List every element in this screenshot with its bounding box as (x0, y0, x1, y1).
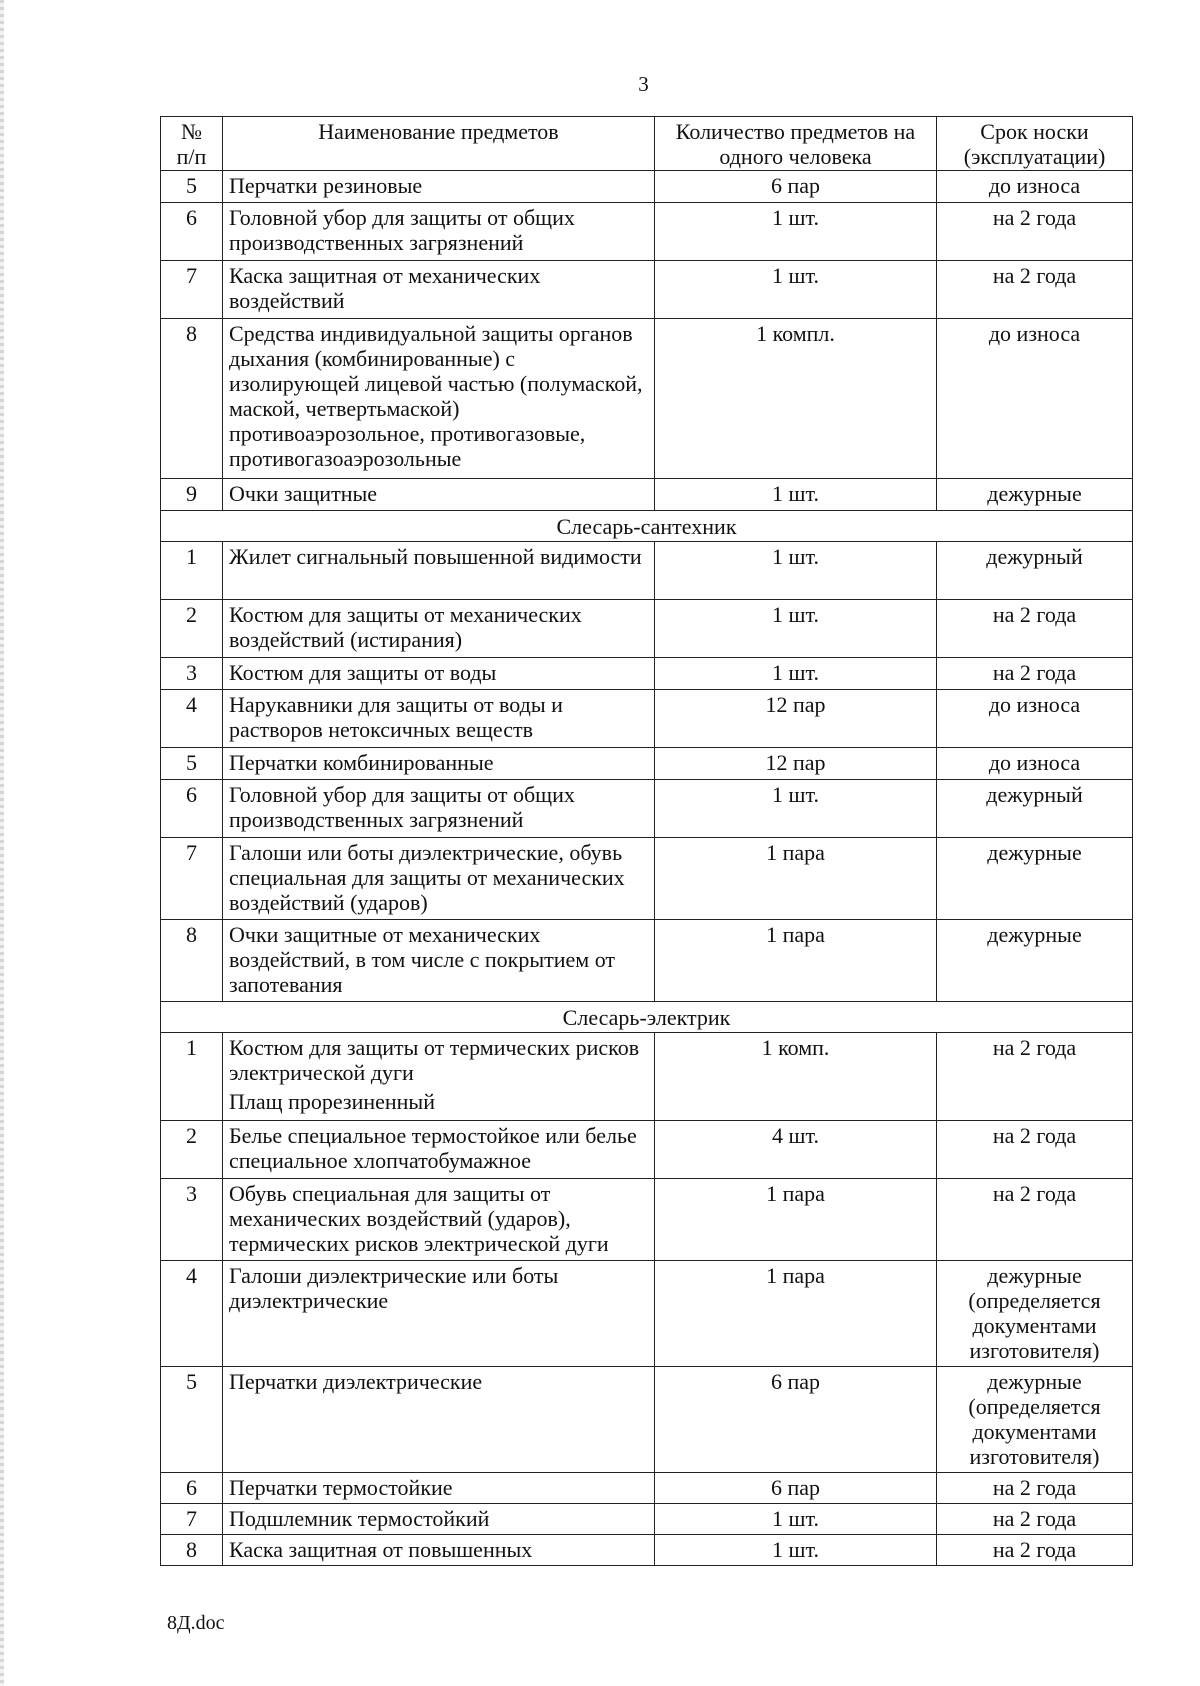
row-qty: 1 пара (655, 920, 937, 1002)
row-name: Перчатки диэлектрические (223, 1367, 655, 1473)
table-row (161, 542, 1133, 600)
row-term: до износа (937, 748, 1133, 780)
page-number: 3 (638, 72, 649, 96)
row-qty: 1 шт. (655, 1535, 937, 1566)
row-qty: 1 шт. (655, 542, 937, 600)
table-row (161, 171, 1133, 203)
table-row (161, 319, 1133, 479)
row-term: на 2 года (937, 203, 1133, 261)
row-name-extra: Плащ прорезиненный (229, 1089, 435, 1114)
row-num: 9 (161, 479, 223, 511)
row-term: дежурные (определяется документами изготовителя) (937, 1367, 1133, 1473)
row-num: 8 (161, 1535, 223, 1566)
table-row (161, 780, 1133, 838)
row-term: на 2 года (937, 1535, 1133, 1566)
row-qty: 1 пара (655, 1261, 937, 1367)
table-row (161, 1535, 1133, 1566)
row-qty: 1 пара (655, 838, 937, 920)
row-name: Каска защитная от механических воздействий (223, 261, 655, 319)
row-qty: 1 шт. (655, 1504, 937, 1535)
row-name: Костюм для защиты от механических воздействий (истирания) (223, 600, 655, 658)
section-title: Слесарь-сантехник (161, 511, 1133, 542)
row-name: Перчатки комбинированные (223, 748, 655, 780)
row-num: 4 (161, 690, 223, 748)
row-term: до износа (937, 171, 1133, 203)
row-qty: 1 комп. (655, 1033, 937, 1121)
row-name: Очки защитные (223, 479, 655, 511)
row-qty: 4 шт. (655, 1121, 937, 1179)
row-qty: 1 шт. (655, 600, 937, 658)
row-qty: 1 шт. (655, 261, 937, 319)
table-row (161, 1261, 1133, 1367)
row-term: до износа (937, 690, 1133, 748)
table-row (161, 658, 1133, 690)
row-num: 1 (161, 542, 223, 600)
row-qty: 1 шт. (655, 479, 937, 511)
row-name: Головной убор для защиты от общих производственных загрязнений (223, 780, 655, 838)
row-qty: 12 пар (655, 748, 937, 780)
row-name: Галоши диэлектрические или боты диэлектрические (223, 1261, 655, 1367)
row-name: Галоши или боты диэлектрические, обувь специальная для защиты от механических воздействий (ударов) (223, 838, 655, 920)
header-num: № п/п (161, 117, 223, 171)
row-name: Костюм для защиты от термических рисков электрической дуги (229, 1035, 640, 1085)
row-qty: 1 компл. (655, 319, 937, 479)
row-qty: 12 пар (655, 690, 937, 748)
row-num: 2 (161, 1121, 223, 1179)
section-title: Слесарь-электрик (161, 1002, 1133, 1033)
row-num: 8 (161, 319, 223, 479)
table-row (161, 690, 1133, 748)
row-num: 1 (161, 1033, 223, 1121)
row-term: на 2 года (937, 1033, 1133, 1121)
row-term: на 2 года (937, 1179, 1133, 1261)
table-row (161, 748, 1133, 780)
row-name: Подшлемник термостойкий (223, 1504, 655, 1535)
row-num: 5 (161, 748, 223, 780)
row-num: 7 (161, 838, 223, 920)
row-num: 3 (161, 658, 223, 690)
table-row (161, 600, 1133, 658)
row-name: Очки защитные от механических воздействий, в том числе с покрытием от запотевания (223, 920, 655, 1002)
table-row (161, 203, 1133, 261)
row-term: до износа (937, 319, 1133, 479)
row-num: 6 (161, 1473, 223, 1504)
table-row (161, 261, 1133, 319)
table-row (161, 838, 1133, 920)
row-term: дежурный (937, 542, 1133, 600)
header-term: Срок носки (эксплуатации) (937, 117, 1133, 171)
table-row (161, 1504, 1133, 1535)
scan-edge (0, 0, 4, 1686)
row-term: на 2 года (937, 1473, 1133, 1504)
row-term: на 2 года (937, 658, 1133, 690)
row-qty: 1 шт. (655, 780, 937, 838)
row-term: на 2 года (937, 600, 1133, 658)
row-num: 7 (161, 1504, 223, 1535)
row-qty: 1 шт. (655, 658, 937, 690)
row-name: Нарукавники для защиты от воды и растворов нетоксичных веществ (223, 690, 655, 748)
row-num: 6 (161, 780, 223, 838)
table-row (161, 1473, 1133, 1504)
row-term: дежурный (937, 780, 1133, 838)
ppe-table (160, 116, 1133, 1566)
row-term: на 2 года (937, 1121, 1133, 1179)
row-qty: 6 пар (655, 1473, 937, 1504)
row-num: 2 (161, 600, 223, 658)
section-row (161, 1002, 1133, 1033)
header-name: Наименование предметов (223, 117, 655, 171)
row-term: на 2 года (937, 261, 1133, 319)
row-name: Перчатки термостойкие (223, 1473, 655, 1504)
row-qty: 6 пар (655, 171, 937, 203)
row-term: дежурные (определяется документами изготовителя) (937, 1261, 1133, 1367)
table-row (161, 1367, 1133, 1473)
row-name: Костюм для защиты от воды (223, 658, 655, 690)
row-qty: 1 пара (655, 1179, 937, 1261)
row-name: Жилет сигнальный повышенной видимости (223, 542, 655, 600)
row-num: 3 (161, 1179, 223, 1261)
row-name: Белье специальное термостойкое или белье специальное хлопчатобумажное (223, 1121, 655, 1179)
table-row (161, 1033, 1133, 1121)
row-name: Головной убор для защиты от общих производственных загрязнений (223, 203, 655, 261)
row-num: 8 (161, 920, 223, 1002)
row-name: Обувь специальная для защиты от механических воздействий (ударов), термических рисков электрической дуги (223, 1179, 655, 1261)
table-row (161, 479, 1133, 511)
row-num: 6 (161, 203, 223, 261)
row-term: дежурные (937, 920, 1133, 1002)
row-name-cell (223, 1033, 655, 1121)
row-name: Перчатки резиновые (223, 171, 655, 203)
row-num: 7 (161, 261, 223, 319)
row-num: 4 (161, 1261, 223, 1367)
footer-filename: 8Д.doc (167, 1612, 225, 1634)
row-num: 5 (161, 171, 223, 203)
header-row (161, 117, 1133, 171)
row-term: дежурные (937, 479, 1133, 511)
row-qty: 6 пар (655, 1367, 937, 1473)
row-qty: 1 шт. (655, 203, 937, 261)
header-qty: Количество предметов на одного человека (655, 117, 937, 171)
row-num: 5 (161, 1367, 223, 1473)
table-row (161, 920, 1133, 1002)
section-row (161, 511, 1133, 542)
row-name: Каска защитная от повышенных (223, 1535, 655, 1566)
row-name: Средства индивидуальной защиты органов дыхания (комбинированные) с изолирующей лицевой частью (полумаской, маской, четвертьмаской) противоаэрозольное, противогазовые, противогазоаэрозольные (223, 319, 655, 479)
row-term: дежурные (937, 838, 1133, 920)
table-row (161, 1121, 1133, 1179)
table-row (161, 1179, 1133, 1261)
row-term: на 2 года (937, 1504, 1133, 1535)
